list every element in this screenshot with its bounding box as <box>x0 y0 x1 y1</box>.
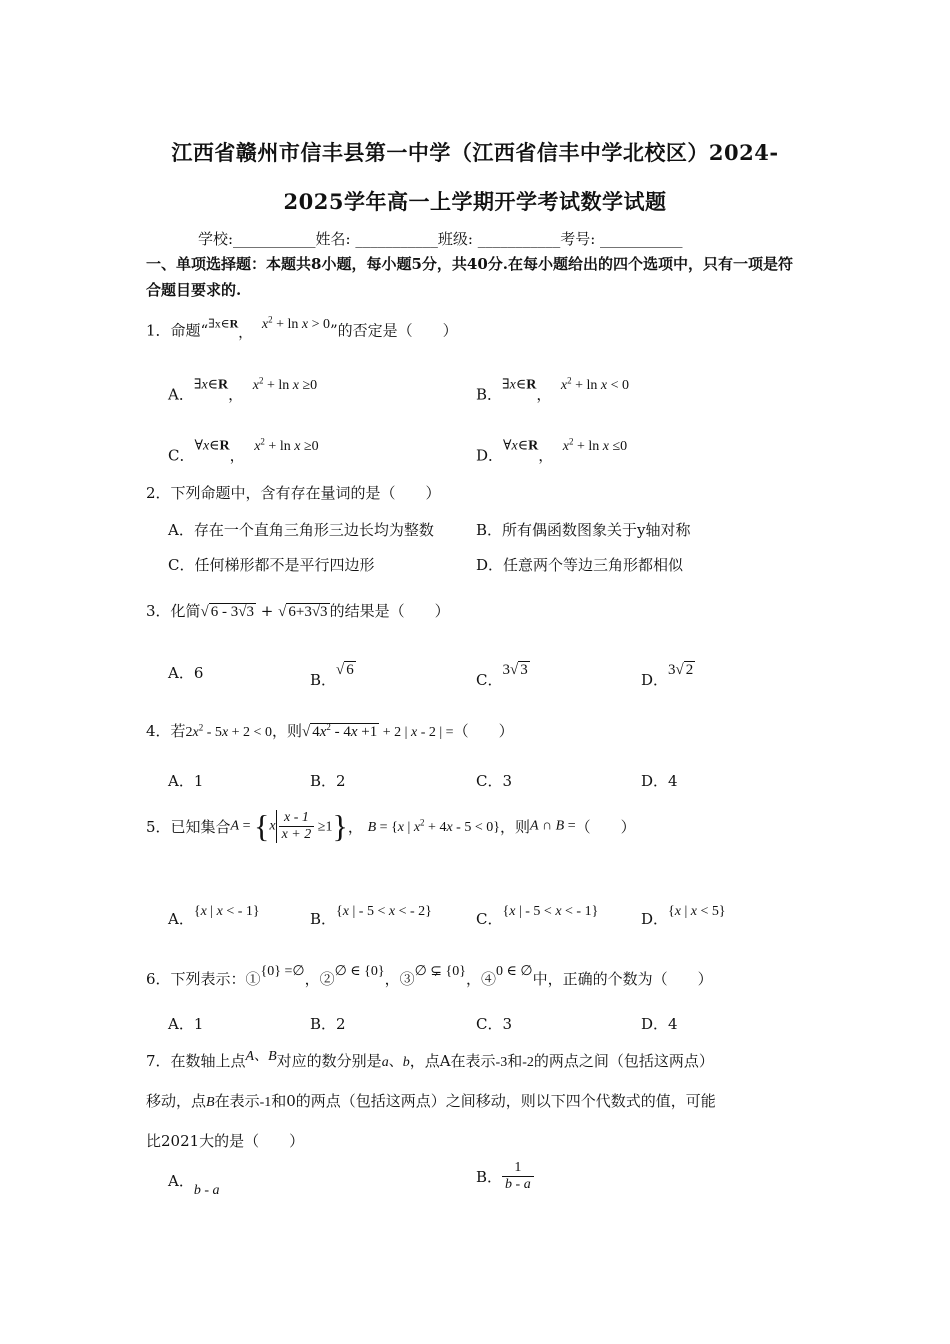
q7-option-a[interactable]: A．b - a <box>168 1172 220 1198</box>
question-5: 5．已知集合A = {x $\frac{x - 1}{x + 2}$ ≥1}， B = {x | $x^2 + 4x - 5 < 0$}，则A ∩ B =（ ） <box>146 808 636 844</box>
question-1: 1．命题“$^{\exists x\in R}$， $x^2 + \ln x > 0$”的否定是（ ） <box>146 314 458 342</box>
q7-line1: 7．在数轴上点A、B对应的数分别是a、b，点A在表示-3和-2的两点之间（包括这两点） <box>146 1049 714 1070</box>
q7-option-b[interactable]: B． $\frac{1}{b - a}$ <box>476 1160 534 1193</box>
question-7 <box>146 1038 806 1160</box>
q6-option-d[interactable]: D．4 <box>641 1015 678 1033</box>
student-info-line: 学校:___________姓名: ___________班级: ___________考号: ___________ <box>198 230 683 248</box>
question-4: 4．若$2x^2 - 5x + 2 < 0$，则√ $4x^2 - 4x +1 + 2$ | x - 2 | =（ ） <box>146 722 514 740</box>
q2-option-d[interactable]: D．任意两个等边三角形都相似 <box>476 556 684 574</box>
q4-option-d[interactable]: D．4 <box>641 772 678 790</box>
question-2: 2．下列命题中，含有存在量词的是（ ） <box>146 484 441 502</box>
q4-option-b[interactable]: B．2 <box>310 772 346 790</box>
q3-option-d[interactable]: D．3√ 2 <box>641 662 694 689</box>
q2-option-b[interactable]: B．所有偶函数图象关于y轴对称 <box>476 521 691 539</box>
q1-option-a[interactable]: A．∃x∈R， $x^2 + \ln x \ge 0$ <box>168 375 318 404</box>
q7-line3: 比2021大的是（ ） <box>146 1132 305 1150</box>
q5-option-c[interactable]: C．{x | - 5 < x < - 1} <box>476 904 599 928</box>
q6-option-a[interactable]: A．1 <box>168 1015 204 1033</box>
q3-option-c[interactable]: C．3√ 3 <box>476 662 528 689</box>
q1-option-d[interactable]: D．∀x∈R， $x^2 + \ln x \le 0$ <box>476 436 628 465</box>
question-3: 3．化简√ 6 - 3√3 + √ 6+3√3 的结果是（ ） <box>146 602 450 620</box>
q1-option-b[interactable]: B．∃x∈R， $x^2 + \ln x < 0$ <box>476 375 630 404</box>
q4-option-c[interactable]: C．3 <box>476 772 513 790</box>
exam-title-line1: 江西省赣州市信丰县第一中学（江西省信丰中学北校区）2024- <box>171 140 779 165</box>
exam-title-line2: 2025学年高一上学期开学考试数学试题 <box>283 189 667 214</box>
q5-option-d[interactable]: D．{x | x < 5} <box>641 904 726 928</box>
q5-option-a[interactable]: A．{x | x < - 1} <box>168 904 260 928</box>
q2-option-c[interactable]: C．任何梯形都不是平行四边形 <box>168 556 375 574</box>
q3-option-b[interactable]: B．√ 6 <box>310 662 354 689</box>
q7-line2: 移动，点B在表示-1和0的两点（包括这两点）之间移动，则以下四个代数式的值，可能 <box>146 1092 716 1110</box>
q3-option-a[interactable]: A．6 <box>168 664 204 682</box>
question-6: 6．下列表示：①{0} =∅，②∅ ∈ {0}，③∅ ⊊ {0}，④0 ∈ ∅中，正确的个数为（ ） <box>146 964 713 988</box>
q2-option-a[interactable]: A．存在一个直角三角形三边长均为整数 <box>168 521 434 539</box>
q6-option-b[interactable]: B．2 <box>310 1015 346 1033</box>
section-heading: 一、单项选择题：本题共8小题，每小题5分，共40分.在每小题给出的四个选项中，只有一项是符合题目要求的. <box>146 255 793 299</box>
q4-option-a[interactable]: A．1 <box>168 772 204 790</box>
q1-option-c[interactable]: C．∀x∈R， $x^2 + \ln x \ge 0$ <box>168 436 319 465</box>
q6-option-c[interactable]: C．3 <box>476 1015 513 1033</box>
q5-option-b[interactable]: B．{x | - 5 < x < - 2} <box>310 904 432 928</box>
